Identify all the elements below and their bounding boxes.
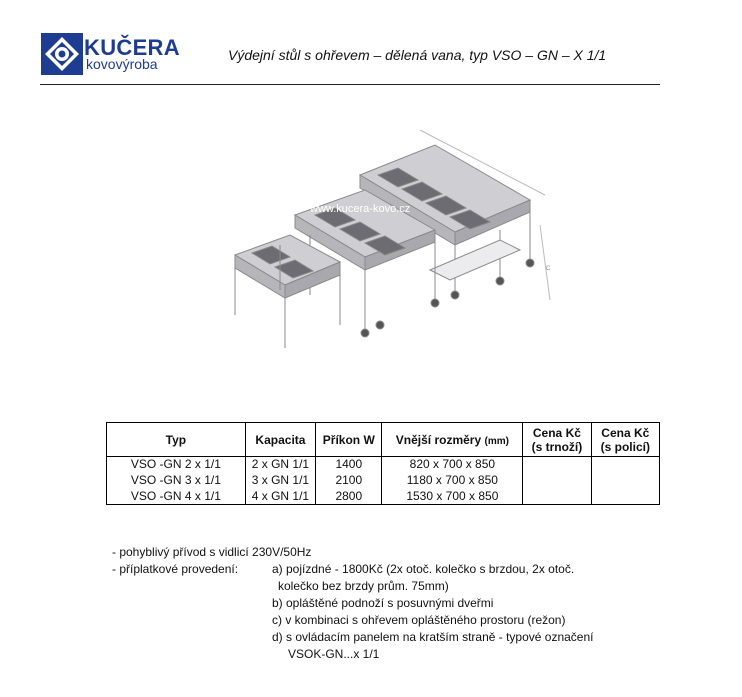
cell-cena-trnozi: [523, 457, 591, 473]
cell-cena-polici: [591, 489, 659, 505]
logo-company-subtitle: kovovýroba: [86, 56, 158, 72]
cell-prikon: 1400: [316, 457, 382, 473]
cell-prikon: 2800: [316, 489, 382, 505]
cell-cena-polici: [591, 457, 659, 473]
cell-typ: VSO -GN 3 x 1/1: [107, 473, 246, 489]
cell-cena-polici: [591, 473, 659, 489]
page-title: Výdejní stůl s ohřevem – dělená vana, typ VSO – GN – X 1/1: [228, 47, 607, 63]
header-typ: Typ: [107, 423, 246, 457]
note-line: VSOK-GN...x 1/1: [288, 647, 380, 661]
header-divider: [40, 84, 660, 85]
header-cena-trnozi-line2: (s trnoží): [531, 439, 583, 454]
header-rozmery-unit: (mm): [484, 435, 509, 447]
table-header-row: [107, 423, 660, 457]
cell-kapacita: 2 x GN 1/1: [245, 457, 315, 473]
cell-rozmery: 1530 x 700 x 850: [382, 489, 523, 505]
header-kapacita: Kapacita: [245, 423, 315, 457]
table-row: [107, 473, 660, 489]
note-label: - příplatkové provedení:: [112, 562, 239, 576]
note-line: b) opláštěné podnoží s posuvnými dveřmi: [272, 596, 494, 610]
note-option-a: a) pojízdné - 1800Kč (2x otoč. kolečko s brzdou, 2x otoč.: [272, 562, 575, 576]
header-rozmery: [382, 423, 523, 457]
note-line: c) v kombinaci s ohřevem opláštěného prostoru (režon): [272, 613, 566, 627]
cell-kapacita: 3 x GN 1/1: [245, 473, 315, 489]
cell-kapacita: 4 x GN 1/1: [245, 489, 315, 505]
logo-mark-icon: [40, 32, 84, 76]
product-illustration: [220, 120, 580, 360]
cell-prikon: 2100: [316, 473, 382, 489]
logo-company-name: KUČERA: [84, 35, 180, 60]
cell-rozmery: 1180 x 700 x 850: [382, 473, 523, 489]
watermark-text: www.kucera-kovo.cz: [310, 203, 411, 215]
specification-table: [106, 422, 660, 505]
notes-section: [112, 544, 594, 663]
table-row: [107, 489, 660, 505]
table-row: [107, 457, 660, 473]
header-cena-trnozi-line1: Cena Kč: [532, 425, 581, 440]
dimension-label: C: [546, 266, 551, 272]
page-header: [0, 0, 742, 90]
cell-cena-trnozi: [523, 489, 591, 505]
header-prikon: Příkon W: [316, 423, 382, 457]
header-rozmery-label: Vnější rozměry: [395, 432, 482, 447]
cell-typ: VSO -GN 2 x 1/1: [107, 457, 246, 473]
note-line: [112, 561, 594, 578]
note-line: - pohyblivý přívod s vidlicí 230V/50Hz: [112, 545, 312, 559]
cell-typ: VSO -GN 4 x 1/1: [107, 489, 246, 505]
header-cena-polici: [591, 423, 659, 457]
cell-rozmery: 820 x 700 x 850: [382, 457, 523, 473]
note-line: d) s ovládacím panelem na kratším straně - typové označení: [272, 630, 594, 644]
header-cena-trnozi: [523, 423, 591, 457]
note-line: kolečko bez brzdy prům. 75mm): [278, 579, 449, 593]
company-logo: [40, 32, 180, 76]
cell-cena-trnozi: [523, 473, 591, 489]
header-cena-polici-line2: (s policí): [600, 439, 650, 454]
header-cena-polici-line1: Cena Kč: [601, 425, 650, 440]
